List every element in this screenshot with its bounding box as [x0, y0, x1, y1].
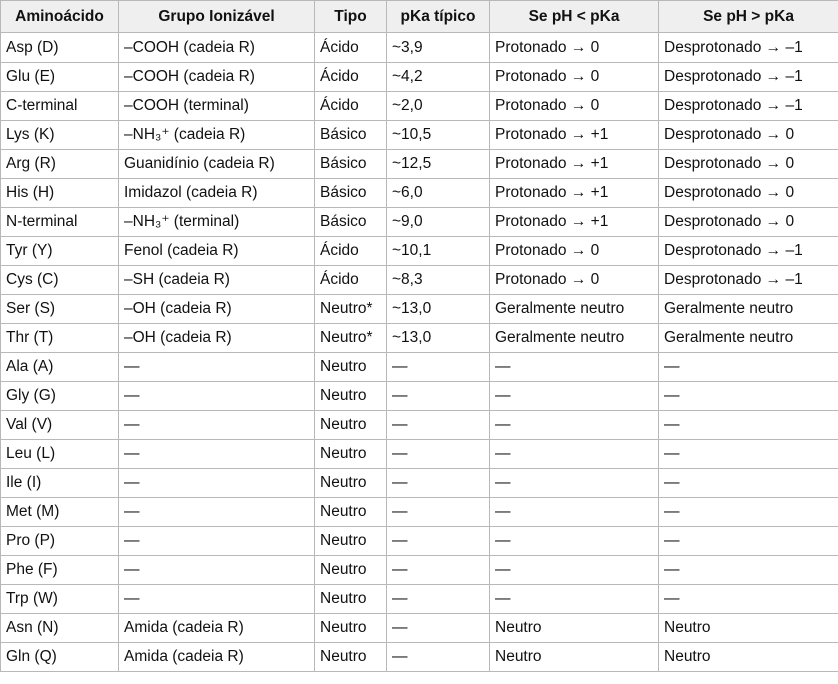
pka-cell: ~3,9: [387, 33, 490, 63]
table-row: [1, 179, 838, 208]
ionizable-group-cell: –OH (cadeia R): [119, 324, 315, 353]
pka-cell: —: [387, 498, 490, 527]
ph-below-cell: Protonado → +1: [490, 179, 659, 208]
ionizable-group-cell: Fenol (cadeia R): [119, 237, 315, 266]
header-tipo: Tipo: [315, 1, 387, 33]
type-cell: Básico: [315, 150, 387, 179]
ionizable-group-cell: –OH (cadeia R): [119, 295, 315, 324]
ph-below-cell: —: [490, 469, 659, 498]
pka-cell: —: [387, 614, 490, 643]
ph-below-cell: —: [490, 585, 659, 614]
type-cell: Básico: [315, 179, 387, 208]
ph-above-cell: —: [659, 527, 838, 556]
pka-cell: —: [387, 643, 490, 672]
ph-above-cell: —: [659, 353, 838, 382]
pka-cell: —: [387, 382, 490, 411]
pka-cell: —: [387, 527, 490, 556]
ph-below-cell: Protonado → 0: [490, 237, 659, 266]
table-row: [1, 324, 838, 353]
type-cell: Neutro: [315, 382, 387, 411]
aminoacid-cell: Glu (E): [1, 63, 119, 92]
aminoacid-cell: Lys (K): [1, 121, 119, 150]
pka-cell: ~12,5: [387, 150, 490, 179]
table-row: [1, 353, 838, 382]
ph-below-cell: Protonado → +1: [490, 208, 659, 237]
header-row: [1, 1, 838, 33]
ph-below-cell: —: [490, 411, 659, 440]
aminoacid-cell: Trp (W): [1, 585, 119, 614]
aminoacid-cell: Phe (F): [1, 556, 119, 585]
aminoacid-cell: Ala (A): [1, 353, 119, 382]
ph-below-cell: —: [490, 556, 659, 585]
ionizable-group-cell: —: [119, 469, 315, 498]
pka-cell: ~2,0: [387, 92, 490, 121]
ph-above-cell: Desprotonado → 0: [659, 208, 838, 237]
ph-below-cell: Neutro: [490, 614, 659, 643]
pka-cell: —: [387, 411, 490, 440]
pka-cell: ~13,0: [387, 295, 490, 324]
ph-above-cell: Desprotonado → –1: [659, 266, 838, 295]
ph-above-cell: Desprotonado → –1: [659, 237, 838, 266]
type-cell: Ácido: [315, 92, 387, 121]
ph-below-cell: Protonado → 0: [490, 266, 659, 295]
ph-above-cell: Neutro: [659, 643, 838, 672]
type-cell: Ácido: [315, 237, 387, 266]
ph-below-cell: Protonado → 0: [490, 92, 659, 121]
ionizable-group-cell: Amida (cadeia R): [119, 643, 315, 672]
type-cell: Neutro: [315, 498, 387, 527]
pka-cell: ~8,3: [387, 266, 490, 295]
aminoacid-cell: Thr (T): [1, 324, 119, 353]
aminoacid-cell: His (H): [1, 179, 119, 208]
ph-below-cell: —: [490, 440, 659, 469]
ph-below-cell: Protonado → 0: [490, 33, 659, 63]
ph-above-cell: Desprotonado → 0: [659, 121, 838, 150]
pka-cell: ~13,0: [387, 324, 490, 353]
pka-cell: ~10,1: [387, 237, 490, 266]
ph-below-cell: Protonado → 0: [490, 63, 659, 92]
ph-above-cell: Desprotonado → –1: [659, 63, 838, 92]
table-body: [1, 33, 838, 672]
aminoacid-cell: Gln (Q): [1, 643, 119, 672]
pka-cell: ~10,5: [387, 121, 490, 150]
pka-cell: —: [387, 556, 490, 585]
ph-below-cell: —: [490, 353, 659, 382]
ionizable-group-cell: —: [119, 527, 315, 556]
aminoacid-cell: Pro (P): [1, 527, 119, 556]
ph-above-cell: —: [659, 440, 838, 469]
ph-below-cell: Geralmente neutro: [490, 295, 659, 324]
ionizable-group-cell: –SH (cadeia R): [119, 266, 315, 295]
pka-cell: —: [387, 353, 490, 382]
table-row: [1, 150, 838, 179]
ionizable-group-cell: Amida (cadeia R): [119, 614, 315, 643]
table-row: [1, 469, 838, 498]
type-cell: Neutro: [315, 469, 387, 498]
ph-above-cell: —: [659, 469, 838, 498]
ionizable-group-cell: —: [119, 585, 315, 614]
type-cell: Neutro: [315, 411, 387, 440]
aminoacid-cell: Ile (I): [1, 469, 119, 498]
ionizable-group-cell: —: [119, 440, 315, 469]
table-row: [1, 440, 838, 469]
table-row: [1, 382, 838, 411]
ionizable-group-cell: –COOH (cadeia R): [119, 33, 315, 63]
header-ph-below-pka: Se pH < pKa: [490, 1, 659, 33]
ionizable-group-cell: –COOH (cadeia R): [119, 63, 315, 92]
ionizable-group-cell: —: [119, 556, 315, 585]
table-row: [1, 92, 838, 121]
ph-below-cell: Protonado → +1: [490, 150, 659, 179]
ionizable-group-cell: –NH₃⁺ (terminal): [119, 208, 315, 237]
ph-above-cell: —: [659, 382, 838, 411]
table-row: [1, 33, 838, 63]
type-cell: Neutro: [315, 643, 387, 672]
aminoacid-cell: Gly (G): [1, 382, 119, 411]
type-cell: Neutro: [315, 585, 387, 614]
aminoacid-cell: Ser (S): [1, 295, 119, 324]
aminoacid-cell: C-terminal: [1, 92, 119, 121]
aminoacid-cell: N-terminal: [1, 208, 119, 237]
ionizable-group-cell: Imidazol (cadeia R): [119, 179, 315, 208]
type-cell: Neutro*: [315, 295, 387, 324]
table-row: [1, 266, 838, 295]
type-cell: Ácido: [315, 33, 387, 63]
ionizable-group-cell: —: [119, 353, 315, 382]
aminoacid-cell: Val (V): [1, 411, 119, 440]
header-pka: pKa típico: [387, 1, 490, 33]
aminoacid-cell: Arg (R): [1, 150, 119, 179]
ionizable-group-cell: –COOH (terminal): [119, 92, 315, 121]
type-cell: Básico: [315, 121, 387, 150]
ph-above-cell: Desprotonado → 0: [659, 150, 838, 179]
ionizable-group-cell: Guanidínio (cadeia R): [119, 150, 315, 179]
table-row: [1, 643, 838, 672]
aminoacid-cell: Met (M): [1, 498, 119, 527]
type-cell: Neutro*: [315, 324, 387, 353]
type-cell: Neutro: [315, 614, 387, 643]
aminoacid-cell: Cys (C): [1, 266, 119, 295]
table-row: [1, 527, 838, 556]
aminoacid-cell: Asp (D): [1, 33, 119, 63]
ph-above-cell: —: [659, 585, 838, 614]
type-cell: Neutro: [315, 440, 387, 469]
ph-above-cell: —: [659, 411, 838, 440]
ionizable-group-cell: –NH₃⁺ (cadeia R): [119, 121, 315, 150]
ph-above-cell: —: [659, 498, 838, 527]
aminoacid-cell: Tyr (Y): [1, 237, 119, 266]
table-row: [1, 585, 838, 614]
aminoacid-cell: Asn (N): [1, 614, 119, 643]
pka-cell: ~9,0: [387, 208, 490, 237]
table-row: [1, 411, 838, 440]
table-row: [1, 63, 838, 92]
table-row: [1, 295, 838, 324]
ph-below-cell: —: [490, 382, 659, 411]
type-cell: Neutro: [315, 556, 387, 585]
table-row: [1, 498, 838, 527]
header-ph-above-pka: Se pH > pKa: [659, 1, 838, 33]
type-cell: Neutro: [315, 527, 387, 556]
ionizable-group-cell: —: [119, 382, 315, 411]
table-row: [1, 121, 838, 150]
ph-below-cell: Geralmente neutro: [490, 324, 659, 353]
pka-cell: ~4,2: [387, 63, 490, 92]
table-row: [1, 237, 838, 266]
ph-below-cell: —: [490, 498, 659, 527]
ph-above-cell: Geralmente neutro: [659, 324, 838, 353]
type-cell: Básico: [315, 208, 387, 237]
table-row: [1, 208, 838, 237]
ph-above-cell: Desprotonado → –1: [659, 92, 838, 121]
ph-above-cell: Desprotonado → 0: [659, 179, 838, 208]
type-cell: Ácido: [315, 266, 387, 295]
ionizable-group-cell: —: [119, 498, 315, 527]
type-cell: Neutro: [315, 353, 387, 382]
pka-cell: —: [387, 585, 490, 614]
ph-above-cell: Geralmente neutro: [659, 295, 838, 324]
ph-above-cell: Neutro: [659, 614, 838, 643]
ph-below-cell: Protonado → +1: [490, 121, 659, 150]
ph-above-cell: —: [659, 556, 838, 585]
ionizable-group-cell: —: [119, 411, 315, 440]
type-cell: Ácido: [315, 63, 387, 92]
ph-below-cell: —: [490, 527, 659, 556]
pka-cell: ~6,0: [387, 179, 490, 208]
header-grupo-ionizavel: Grupo Ionizável: [119, 1, 315, 33]
pka-cell: —: [387, 469, 490, 498]
pka-cell: —: [387, 440, 490, 469]
ph-below-cell: Neutro: [490, 643, 659, 672]
header-aminoacido: Aminoácido: [1, 1, 119, 33]
table-row: [1, 556, 838, 585]
aminoacid-cell: Leu (L): [1, 440, 119, 469]
ph-above-cell: Desprotonado → –1: [659, 33, 838, 63]
table-row: [1, 614, 838, 643]
